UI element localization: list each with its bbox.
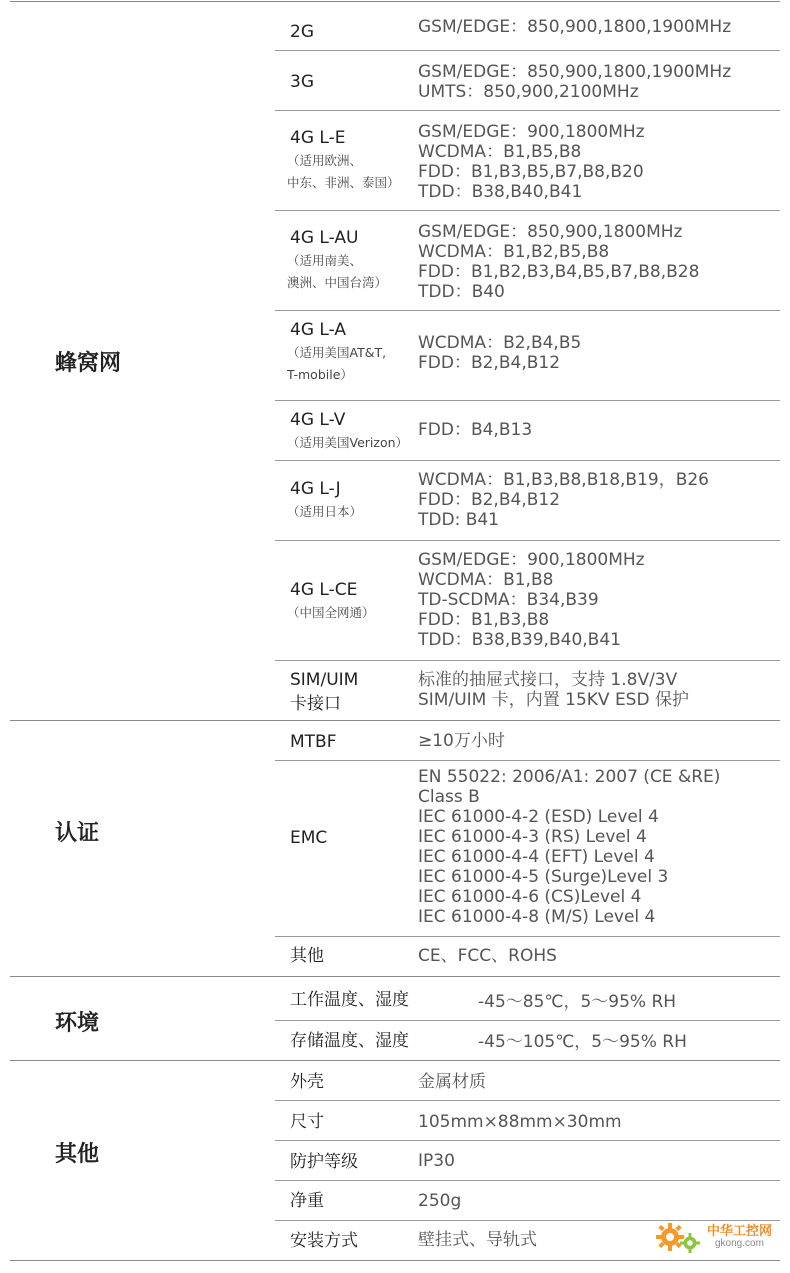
row-divider	[275, 110, 780, 111]
row-label-4g-lau: 4G L-AU （适用南美、 澳洲、中国台湾）	[287, 228, 388, 290]
row-divider	[275, 50, 780, 51]
section-divider	[10, 720, 780, 721]
row-label-4g-lce: 4G L-CE （中国全网通）	[287, 580, 375, 620]
row-value-housing: 金属材质	[418, 1072, 486, 1092]
row-label-sim: SIM/UIM 卡接口	[290, 670, 359, 714]
row-label-housing: 外壳	[290, 1072, 324, 1092]
row-divider	[275, 540, 780, 541]
section-divider	[10, 976, 780, 977]
row-value-4g-lj: WCDMA：B1,B3,B8,B18,B19，B26 FDD：B2,B4,B12 TDD: B41	[418, 470, 710, 530]
row-label-4g-la: 4G L-A （适用美国AT&T, T-mobile）	[287, 320, 387, 382]
row-value-4g-la: WCDMA：B2,B4,B5 FDD：B2,B4,B12	[418, 333, 582, 373]
row-label-mounting: 安装方式	[290, 1231, 358, 1251]
row-label-2g: 2G	[290, 22, 314, 42]
row-divider	[275, 1140, 780, 1141]
row-label-3g: 3G	[290, 72, 314, 92]
category-environment: 环境	[55, 1011, 100, 1036]
category-certification: 认证	[55, 821, 100, 846]
row-divider	[275, 1180, 780, 1181]
row-value-2g: GSM/EDGE：850,900,1800,1900MHz	[418, 17, 732, 37]
row-value-storage-temp: -45～105℃，5～95% RH	[478, 1032, 687, 1052]
row-label-storage-temp: 存储温度、湿度	[290, 1031, 409, 1051]
row-value-4g-lv: FDD：B4,B13	[418, 420, 533, 440]
row-value-sim: 标准的抽屉式接口，支持 1.8V/3V SIM/UIM 卡，内置 15KV ESD 保护	[418, 670, 689, 710]
table-bottom-rule	[10, 1260, 780, 1261]
row-divider	[275, 400, 780, 401]
row-label-4g-lv: 4G L-V （适用美国Verizon）	[287, 410, 409, 450]
row-label-4g-le: 4G L-E （适用欧洲、 中东、非洲、泰国）	[287, 128, 400, 190]
row-divider	[275, 460, 780, 461]
row-divider	[275, 1100, 780, 1101]
row-label-mtbf: MTBF	[290, 732, 337, 752]
row-value-dimensions: 105mm×88mm×30mm	[418, 1112, 622, 1132]
row-divider	[275, 760, 780, 761]
row-value-4g-lau: GSM/EDGE：850,900,1800MHz WCDMA：B1,B2,B5,B8 FDD：B1,B2,B3,B4,B5,B7,B8,B28 TDD：B40	[418, 222, 700, 302]
row-divider	[275, 936, 780, 937]
row-label-4g-lj: 4G L-J （适用日本）	[287, 479, 363, 519]
row-label-weight: 净重	[290, 1191, 324, 1211]
row-value-emc: EN 55022: 2006/A1: 2007 (CE &RE) Class B IEC 61000-4-2 (ESD) Level 4 IEC 61000-4-3 (RS) Level 4 IEC 61000-4-4 (EFT) Level 4 IEC 61000-4-5 (Surge)Level 3 IEC 61000-4-6 (CS)Level 4 IEC 61000-4-8 (M/S) Level 4	[418, 767, 721, 927]
section-divider	[10, 1060, 780, 1061]
row-value-protection: IP30	[418, 1151, 455, 1171]
row-label-operating-temp: 工作温度、湿度	[290, 990, 409, 1010]
row-value-weight: 250g	[418, 1191, 462, 1211]
row-value-3g: GSM/EDGE：850,900,1800,1900MHz UMTS：850,900,2100MHz	[418, 62, 732, 102]
category-cellular: 蜂窝网	[55, 351, 122, 376]
row-value-mounting: 壁挂式、导轨式	[418, 1230, 537, 1250]
row-divider	[275, 1020, 780, 1021]
row-divider	[275, 210, 780, 211]
small-gear-icon	[679, 1232, 701, 1254]
row-value-mtbf: ≥10万小时	[418, 731, 505, 751]
row-value-operating-temp: -45～85℃，5～95% RH	[478, 992, 677, 1012]
category-other: 其他	[55, 1142, 100, 1167]
row-divider	[275, 310, 780, 311]
row-label-protection: 防护等级	[290, 1152, 358, 1172]
row-label-cert-other: 其他	[290, 946, 324, 966]
row-value-4g-le: GSM/EDGE：900,1800MHz WCDMA：B1,B5,B8 FDD：B1,B3,B5,B7,B8,B20 TDD：B38,B40,B41	[418, 122, 645, 202]
watermark-url: gkong.com	[715, 1238, 764, 1249]
gkong-watermark	[655, 1218, 785, 1252]
row-label-emc: EMC	[290, 828, 328, 848]
table-top-rule	[10, 1, 780, 2]
row-value-cert-other: CE、FCC、ROHS	[418, 946, 557, 966]
watermark-name: 中华工控网	[707, 1224, 773, 1239]
row-label-dimensions: 尺寸	[290, 1112, 324, 1132]
row-value-4g-lce: GSM/EDGE：900,1800MHz WCDMA：B1,B8 TD-SCDMA：B34,B39 FDD：B1,B3,B8 TDD：B38,B39,B40,B41	[418, 550, 645, 650]
row-divider	[275, 660, 780, 661]
